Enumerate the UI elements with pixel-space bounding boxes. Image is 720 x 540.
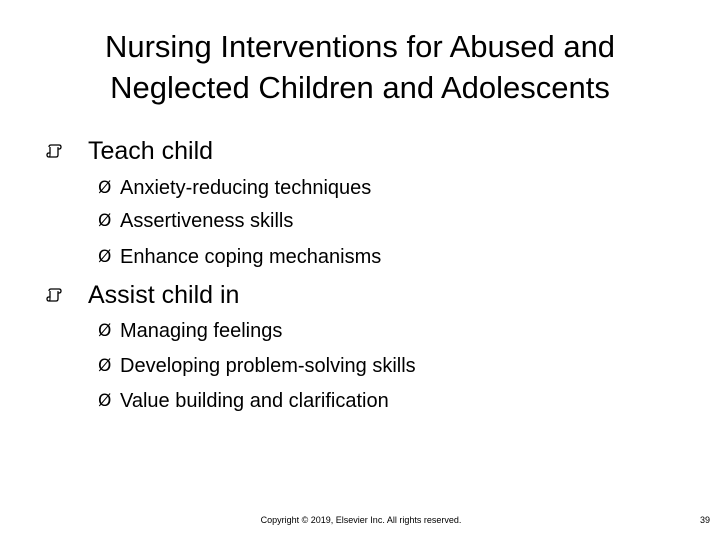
sub-bullet-label: Developing problem-solving skills (120, 354, 416, 377)
bullet-teach-child-label: Teach child (88, 136, 214, 165)
bullet-teach-child (46, 135, 213, 167)
sub-bullet-anxiety-reducing (98, 175, 371, 201)
sub-bullet-problem-solving (98, 353, 416, 379)
scroll-bullet-icon (46, 143, 62, 159)
sub-bullet-label: Enhance coping mechanisms (120, 245, 382, 268)
sub-bullet-label: Value building and clarification (120, 389, 389, 412)
sub-bullet-coping (98, 244, 381, 270)
slide-title (40, 26, 680, 108)
arrowhead-bullet-icon: Ø (98, 177, 112, 198)
slide-title-line-2: Neglected Children and Adolescents (110, 70, 610, 105)
sub-bullet-value-building (98, 388, 389, 414)
arrowhead-bullet-icon: Ø (98, 246, 112, 267)
sub-bullet-assertiveness (98, 208, 293, 234)
arrowhead-bullet-icon: Ø (98, 355, 112, 376)
slide-title-line-1: Nursing Interventions for Abused and (104, 29, 616, 64)
bullet-assist-child-label: Assist child in (88, 280, 240, 309)
sub-bullet-label: Anxiety-reducing techniques (120, 176, 372, 199)
bullet-assist-child (46, 279, 239, 311)
page-number: 39 (699, 515, 710, 525)
sub-bullet-label: Assertiveness skills (120, 209, 294, 232)
copyright-notice: Copyright © 2019, Elsevier Inc. All rights reserved. (260, 515, 462, 525)
sub-bullet-managing-feelings (98, 318, 282, 344)
arrowhead-bullet-icon: Ø (98, 320, 112, 341)
arrowhead-bullet-icon: Ø (98, 210, 112, 231)
sub-bullet-label: Managing feelings (120, 319, 283, 342)
scroll-bullet-icon (46, 287, 62, 303)
arrowhead-bullet-icon: Ø (98, 390, 112, 411)
